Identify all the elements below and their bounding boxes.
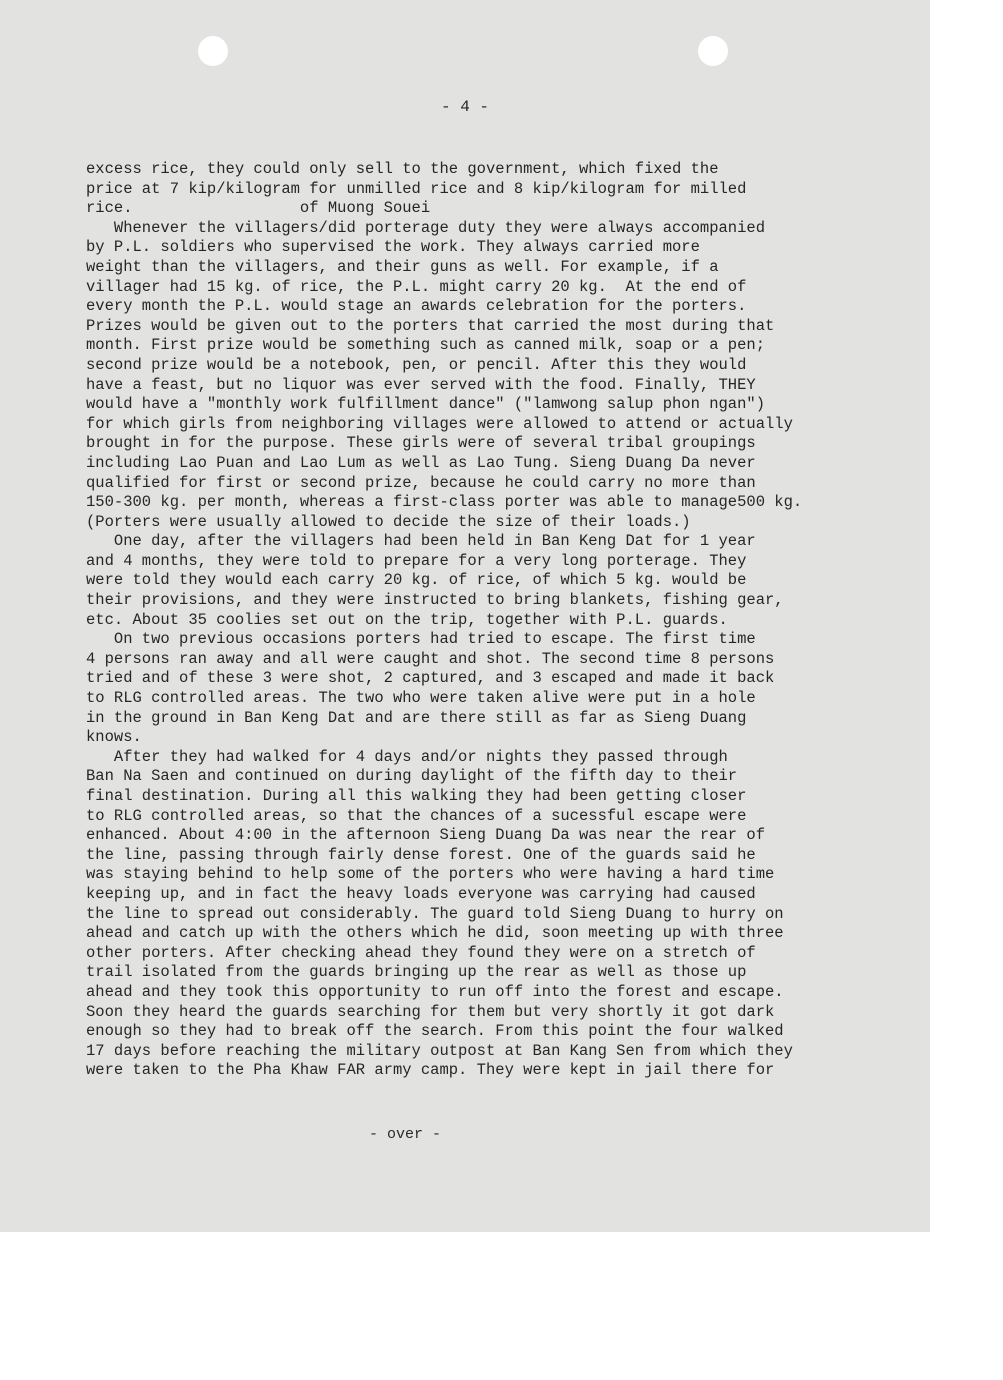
text-line: would have a "monthly work fulfillment dance" ("lamwong salup phon ngan") [86,395,766,414]
text-line: the line, passing through fairly dense forest. One of the guards said he [86,845,756,864]
text-line: 4 persons ran away and all were caught and shot. The second time 8 persons [86,649,775,668]
text-line: Whenever the villagers/did porterage duty they were always accompanied [86,218,766,237]
text-line: On two previous occasions porters had tried to escape. The first time [86,630,756,649]
text-line: in the ground in Ban Keng Dat and are there still as far as Sieng Duang [86,708,747,727]
text-line: Soon they heard the guards searching for them but very shortly it got dark [86,1002,775,1021]
punch-hole-right [698,36,728,66]
text-line: trail isolated from the guards bringing up the rear as well as those up [86,963,747,982]
text-line: for which girls from neighboring villages were allowed to attend or actually [86,414,793,433]
text-line: to RLG controlled areas, so that the chances of a sucessful escape were [86,806,747,825]
text-line: Ban Na Saen and continued on during daylight of the fifth day to their [86,767,738,786]
text-line: rice. of Muong Souei [86,199,431,218]
text-line: and 4 months, they were told to prepare for a very long porterage. They [86,551,747,570]
text-line: price at 7 kip/kilogram for unmilled rice and 8 kip/kilogram for milled [86,179,747,198]
text-line: were told they would each carry 20 kg. of rice, of which 5 kg. would be [86,571,747,590]
text-line: enough so they had to break off the search. From this point the four walked [86,1022,784,1041]
text-line: keeping up, and in fact the heavy loads everyone was carrying had caused [86,884,756,903]
text-line: were taken to the Pha Khaw FAR army camp. They were kept in jail there for [86,1061,775,1080]
punch-hole-left [198,36,228,66]
text-line: One day, after the villagers had been held in Ban Keng Dat for 1 year [86,532,756,551]
text-line: etc. About 35 coolies set out on the trip, together with P.L. guards. [86,610,728,629]
text-line: their provisions, and they were instructed to bring blankets, fishing gear, [86,591,784,610]
text-line: have a feast, but no liquor was ever served with the food. Finally, THEY [86,375,756,394]
text-line: excess rice, they could only sell to the government, which fixed the [86,160,719,178]
text-line: brought in for the purpose. These girls were of several tribal groupings [86,434,756,453]
text-line: enhanced. About 4:00 in the afternoon Sieng Duang Da was near the rear of [86,826,766,845]
text-line: tried and of these 3 were shot, 2 captured, and 3 escaped and made it back [86,669,775,688]
text-line: to RLG controlled areas. The two who were taken alive were put in a hole [86,689,756,708]
text-line: second prize would be a notebook, pen, or pencil. After this they would [86,355,747,374]
text-line: 150-300 kg. per month, whereas a first-class porter was able to manage500 kg. [86,493,803,512]
page-footer: - over - [368,1126,441,1143]
text-line: month. First prize would be something such as canned milk, soap or a pen; [86,336,766,355]
page-number: - 4 - [440,98,489,116]
body-text [86,160,866,1081]
text-line: ahead and catch up with the others which he did, soon meeting up with three [86,924,784,943]
text-line: qualified for first or second prize, because he could carry no more than [86,473,756,492]
text-line: Prizes would be given out to the porters that carried the most during that [86,316,775,335]
text-line: other porters. After checking ahead they found they were on a stretch of [86,943,756,962]
text-line: After they had walked for 4 days and/or nights they passed through [86,747,728,766]
text-line: ahead and they took this opportunity to run off into the forest and escape. [86,982,784,1001]
text-line: knows. [86,728,142,747]
text-line: by P.L. soldiers who supervised the work. They always carried more [86,238,700,257]
text-line: was staying behind to help some of the porters who were having a hard time [86,865,775,884]
text-line: the line to spread out considerably. The guard told Sieng Duang to hurry on [86,904,784,923]
text-line: weight than the villagers, and their guns as well. For example, if a [86,257,719,276]
text-line: every month the P.L. would stage an awards celebration for the porters. [86,297,747,316]
text-line: (Porters were usually allowed to decide the size of their loads.) [86,512,691,531]
text-line: villager had 15 kg. of rice, the P.L. might carry 20 kg. At the end of [86,277,747,296]
text-line: final destination. During all this walking they had been getting closer [86,787,747,805]
text-line: 17 days before reaching the military outpost at Ban Kang Sen from which they [86,1041,793,1060]
text-line: including Lao Puan and Lao Lum as well as Lao Tung. Sieng Duang Da never [86,453,756,472]
